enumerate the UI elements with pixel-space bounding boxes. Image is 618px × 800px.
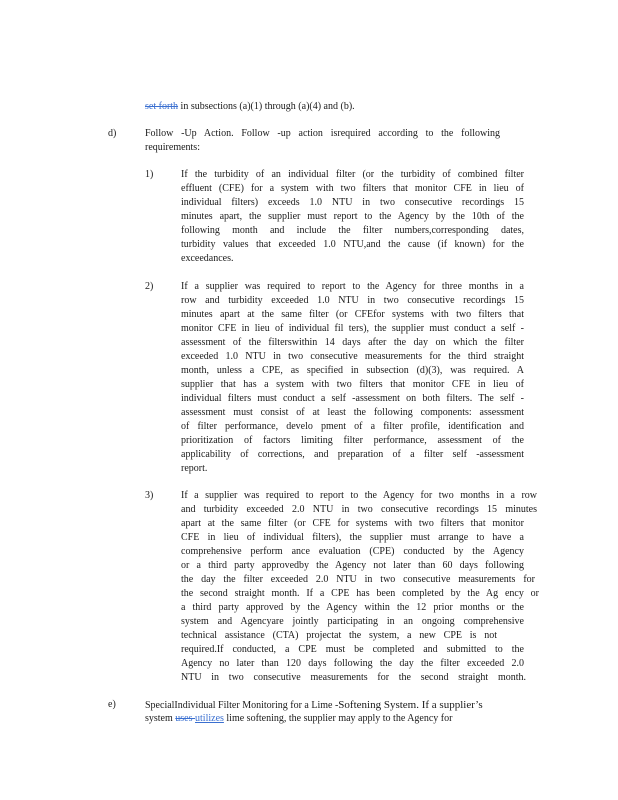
section-e-heading-cont: Softening System. If a supplier’s (338, 699, 483, 711)
inserted-text: utilizes (195, 713, 224, 724)
item-2-line: month, unless a CPE, as specified in subsection (d)(3), was required. A (181, 365, 524, 376)
item-2-line: supplier that has a system with two filters that monitor CFE in lieu of (181, 379, 524, 390)
section-e-line (145, 712, 452, 726)
item-2-line: of filter performance, develo pment of a filter profile, identification and (181, 421, 524, 432)
carryover-line (145, 100, 355, 114)
section-e-text: system (145, 713, 176, 724)
item-3-line: If a supplier was required to report to the Agency for two months in a row (181, 490, 537, 501)
item-2-line: minutes apart at the same filter (or CFEfor systems with two filters that (181, 309, 524, 320)
item-2-line: If a supplier was required to report to the Agency for three months in a (181, 281, 524, 292)
deleted-text: set forth (145, 101, 179, 112)
item-3-line: or a third party approvedby the Agency not later than 60 days following (181, 560, 524, 571)
item-1-line: minutes apart, the supplier must report to the Agency by the 10th of the (181, 211, 524, 222)
item-3-line: technical assistance (CTA) projectat the system, a new CPE is not (181, 630, 497, 641)
item-1-line: following month and include the filter numbers,corresponding dates, (181, 225, 524, 236)
item-1-line: turbidity values that exceeded 1.0 NTU,and the cause (if known) for the (181, 239, 524, 250)
item-3-marker: 3) (145, 490, 154, 501)
section-e-heading: SpecialIndividual Filter Monitoring for a Lime - (145, 700, 339, 711)
item-3-line: and turbidity exceeded 2.0 NTU in two consecutive recordings 15 minutes (181, 504, 537, 515)
item-2-line: assessment of the filterswithin 14 days after the day on which the filter (181, 337, 524, 348)
item-3-line: Agency no later than 120 days following the day the filter exceeded 2.0 (181, 658, 524, 669)
item-2-line: monitor CFE in lieu of individual fil ters), the supplier must conduct a self - (181, 323, 524, 334)
item-1-line: exceedances. (181, 253, 234, 264)
item-2-marker: 2) (145, 281, 154, 292)
item-3-line: CFE in lieu of individual filters), the supplier must arrange to have a (181, 532, 524, 543)
item-3-line: the day the filter exceeded 2.0 NTU in two consecutive measurements for (181, 574, 535, 585)
item-3-line: NTU in two consecutive measurements for the second straight month. (181, 672, 526, 683)
section-e-line (145, 698, 483, 713)
section-d-line: requirements: (145, 142, 200, 153)
carryover-text: in subsections (a)(1) through (a)(4) and (b). (178, 101, 355, 112)
item-3-line: the second straight month. If a CPE has been completed by the Ag ency or (181, 588, 539, 599)
item-3-line: comprehensive perform ance evaluation (CPE) conducted by the Agency (181, 546, 524, 557)
section-d-line: Follow -Up Action. Follow -up action isrequired according to the following (145, 128, 500, 139)
item-2-line: row and turbidity exceeded 1.0 NTU in two consecutive recordings 15 (181, 295, 524, 306)
item-2-line: prioritization of factors limiting filter performance, assessment of the (181, 435, 524, 446)
item-1-line: If the turbidity of an individual filter (or the turbidity of combined filter (181, 169, 524, 180)
item-1-line: effluent (CFE) for a system with two filters that monitor CFE in lieu of (181, 183, 524, 194)
item-1-line: individual filters) exceeds 1.0 NTU in two consecutive recordings 15 (181, 197, 524, 208)
item-2-line: exceeded 1.0 NTU in two consecutive measurements for the third straight (181, 351, 524, 362)
item-2-line: report. (181, 463, 208, 474)
item-3-line: a third party approved by the Agency within the 12 prior months or the (181, 602, 524, 613)
item-2-line: individual filters must conduct a self -assessment on both filters. The self - (181, 393, 524, 404)
section-e-text: lime softening, the supplier may apply to the Agency for (223, 713, 453, 724)
item-3-line: apart at the same filter (or CFE for systems with two filters that monitor (181, 518, 524, 529)
item-3-line: system and Agencyare jointly participating in an ongoing comprehensive (181, 616, 524, 627)
item-2-line: applicability of corrections, and preparation of a filter self -assessment (181, 449, 524, 460)
section-d-marker: d) (108, 128, 117, 139)
item-3-line: required.If conducted, a CPE must be completed and submitted to the (181, 644, 524, 655)
section-e-marker: e) (108, 699, 116, 710)
item-1-marker: 1) (145, 169, 154, 180)
item-2-line: assessment must consist of at least the following components: assessment (181, 407, 524, 418)
deleted-text: uses (175, 713, 196, 724)
